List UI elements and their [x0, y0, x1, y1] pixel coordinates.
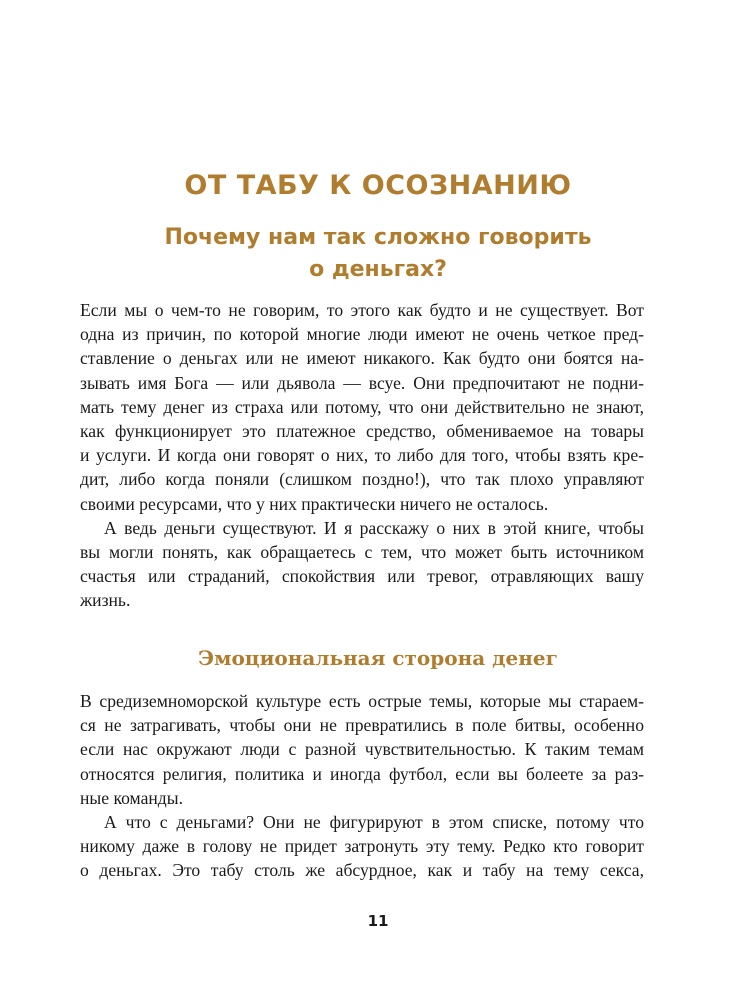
- text-line: своими ресурсами, что у них практически ничего не осталось.: [80, 493, 549, 514]
- subtitle-line: о деньгах?: [309, 257, 447, 282]
- text-line: ставление о деньгах или не имеют никакого. Как будто они боятся на-: [80, 348, 644, 369]
- text-line: В средиземноморской культуре есть острые темы, которые мы стараем-: [80, 691, 644, 711]
- section-title: Эмоциональная сторона денег: [198, 646, 558, 670]
- chapter-subtitle: [0, 222, 756, 286]
- text-line: как функционирует это платежное средство, обмениваемое на товары: [80, 420, 644, 441]
- text-line: вы могли понять, как обращаетесь с тем, что может быть источником: [80, 541, 644, 562]
- text-line: А что с деньгами? Они не фигурируют в этом списке, потому что: [104, 811, 644, 832]
- text-line: ся не затрагивать, чтобы они не превратились в поле битвы, особенно: [80, 715, 644, 736]
- text-line: жизнь.: [80, 590, 131, 611]
- text-line: относятся религия, политика и иногда футбол, если вы болеете за раз-: [80, 763, 644, 784]
- subtitle-line: Почему нам так сложно говорить: [164, 225, 592, 250]
- text-line: мать тему денег из страха или потому, что они действительно не знают,: [80, 396, 644, 417]
- page-number: 11: [367, 912, 389, 930]
- text-line: дит, либо когда поняли (слишком поздно!), что так плохо управляют: [80, 469, 644, 490]
- text-line: о деньгах. Это табу столь же абсурдное, как и табу на тему секса,: [80, 860, 644, 881]
- text-line: счастья или страданий, спокойствия или тревог, отравляющих вашу: [80, 566, 644, 587]
- paragraph-block-1: [80, 298, 644, 612]
- text-line: одна из причин, по которой многие люди имеют не очень четкое пред-: [80, 324, 644, 345]
- text-line: ные команды.: [80, 787, 183, 808]
- text-line: А ведь деньги существуют. И я расскажу о них в этой книге, чтобы: [104, 517, 644, 538]
- text-line: никому даже в голову не придет затронуть эту тему. Редко кто говорит: [80, 836, 644, 857]
- text-line: и услуги. И когда они говорят о них, то либо для того, чтобы взять кре-: [80, 445, 644, 466]
- text-line: Если мы о чем-то не говорим, то этого как будто и не существует. Вот: [80, 300, 644, 320]
- text-line: если нас окружают люди с разной чувствительностью. К таким темам: [80, 739, 644, 760]
- chapter-title: ОТ ТАБУ К ОСОЗНАНИЮ: [184, 170, 572, 201]
- paragraph-block-2: [80, 689, 644, 883]
- text-line: зывать имя Бога — или дьявола — всуе. Они предпочитают не подни-: [80, 372, 644, 393]
